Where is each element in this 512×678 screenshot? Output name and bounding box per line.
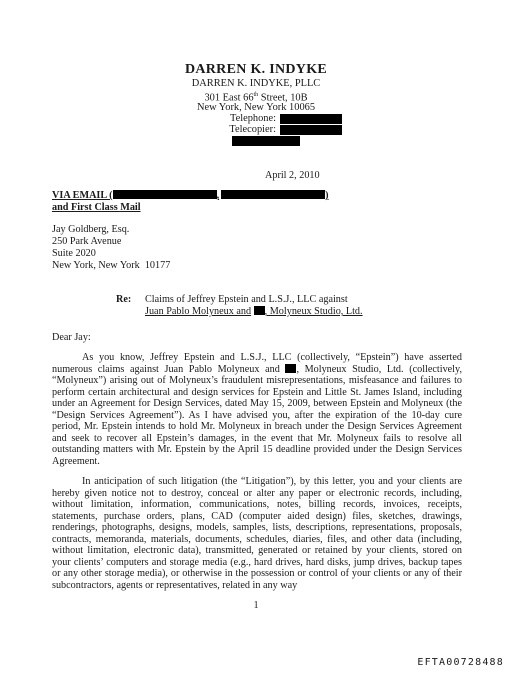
recipient-name: Jay Goldberg, Esq. [52, 224, 130, 235]
letterhead-name: DARREN K. INDYKE [184, 62, 328, 77]
redaction-email-1 [113, 190, 217, 199]
redaction-email-2 [221, 190, 325, 199]
redaction-para1 [285, 364, 296, 373]
redaction-re [254, 306, 265, 315]
body-paragraph-2: In anticipation of such litigation (the “Litigation”), by this letter, you and your clients are hereby given notice not to destroy, conceal or alter any paper or electronic records, including, without limitation, information, communications, notes, billing records, invoices, receipts, statements, purchase orders, plans, CAD (computer aided design) files, sketches, drawings, renderings, photographs, designs, models, samples, lists, descriptions, representations, proposals, contracts, memoranda, materials, documents, schedules, diaries, files, and other data (including, without limitation, electronic data), transmitted, generated or retained by your clients, stored on your clients’ computers and storage media (e.g., hard drives, hard disks, jump drives, backup tapes or any other storage media), or otherwise in the possession or control of your clients or any of their subcontractors, agents or representatives, related in any way [52, 476, 462, 591]
body-paragraph-1: As you know, Jeffrey Epstein and L.S.J., LLC (collectively, “Epstein”) have asserted numerous claims against Juan Pablo Molyneux and , Molyneux Studio, Ltd. (collectively, “Molyneux”) arising out of Molyneux’s fraudulent misrepresentations, misfeasance and failures to perform certain architectural and design services for Epstein and Little St. James Island, including under an Agreement for Design Services, dated May 15, 2009, between Epstein and Molyneux (the “Design Services Agreement”). As I have advised you, after the expiration of the 10-day cure period, Mr. Epstein intends to hold Mr. Molyneux in breach under the Design Services Agreement and seek to recover all Epstein’s damages, in the event that Mr. Molyneux fails to resolve all outstanding matters with Mr. Epstein by the April 15 deadline provided under the Design Services Agreement. [52, 352, 462, 467]
recipient-suite: Suite 2020 [52, 248, 96, 259]
redaction-email [232, 136, 300, 146]
re-line-1: Claims of Jeffrey Epstein and L.S.J., LLC against [145, 294, 348, 305]
delivery-first-class: and First Class Mail [52, 202, 141, 213]
recipient-street: 250 Park Avenue [52, 236, 122, 247]
redaction-telephone [280, 114, 342, 124]
delivery-method: VIA EMAIL ( , ) [52, 190, 329, 201]
letterhead-street: 301 East 66th Street, 10B [204, 92, 308, 104]
telecopier-label: Telecopier: [229, 124, 276, 135]
salutation: Dear Jay: [52, 332, 91, 343]
re-label: Re: [116, 294, 132, 305]
letter-date: April 2, 2010 [265, 170, 320, 181]
bates-number: EFTA00728488 [417, 657, 504, 668]
redaction-telecopier [280, 125, 342, 135]
letterhead-city: New York, New York 10065 [196, 102, 316, 113]
letterhead-firm: DARREN K. INDYKE, PLLC [191, 78, 321, 89]
re-line-2: Juan Pablo Molyneux and , Molyneux Studio, Ltd. [145, 306, 363, 317]
recipient-city: New York, New York 10177 [52, 260, 171, 271]
telephone-label: Telephone: [229, 113, 276, 124]
page-number: 1 [253, 600, 259, 611]
